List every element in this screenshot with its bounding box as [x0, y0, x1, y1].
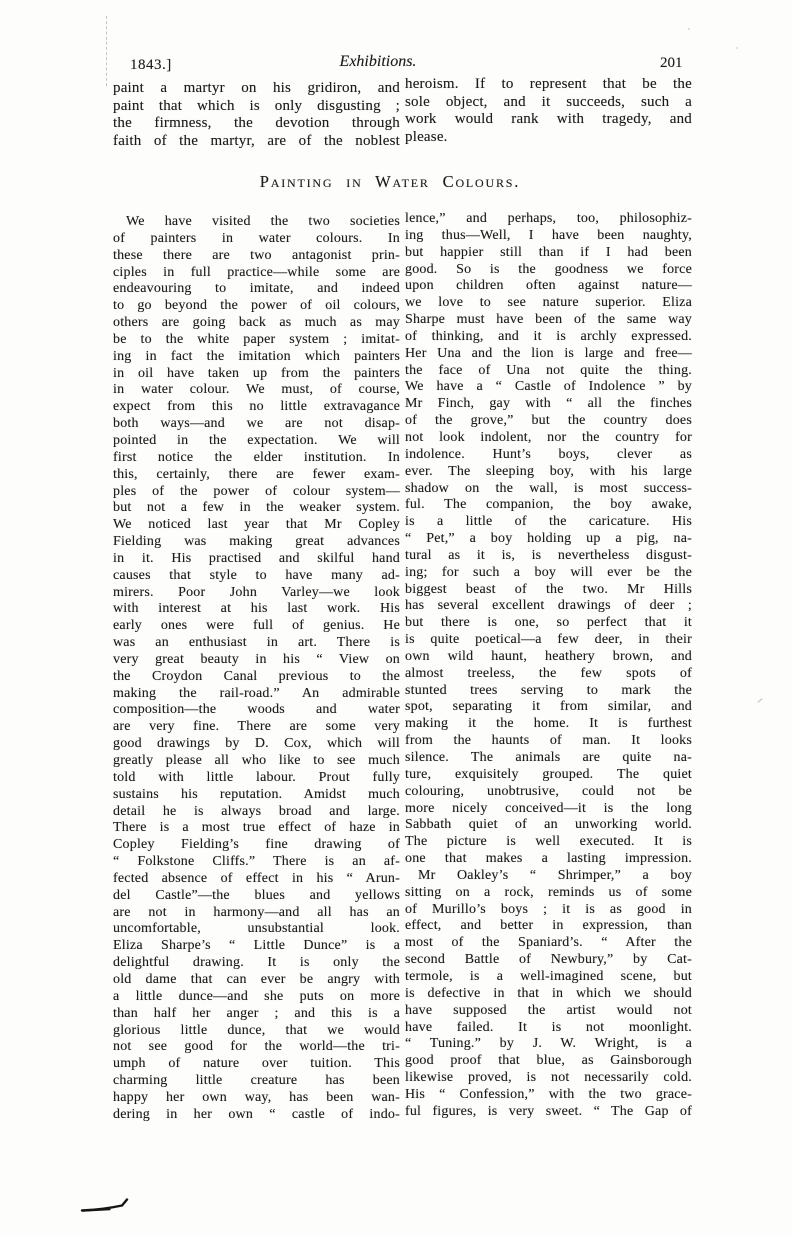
text-line: paint that which is only disgusting ; — [113, 97, 400, 114]
text-line: charming little creature has been — [113, 1073, 400, 1089]
top-right-column — [405, 76, 692, 146]
text-line: Her Una and the lion is large and free— — [405, 345, 692, 361]
text-line: be to the white paper system ; imitat- — [113, 331, 400, 347]
fold-line-artifact — [106, 16, 107, 86]
text-line: making the rail-road.” An admirable — [113, 685, 400, 701]
text-line: glorious little dunce, that we would — [113, 1022, 400, 1038]
text-line: Sharpe must have been of the same way — [405, 312, 692, 328]
text-line: His “ Confession,” with the two grace- — [405, 1086, 692, 1102]
text-line: early ones were full of genius. He — [113, 618, 400, 634]
text-line: colouring, unobtrusive, could not be — [405, 783, 692, 799]
text-line: happy her own way, has been wan- — [113, 1089, 400, 1105]
text-line: Fielding was making great advances — [113, 534, 400, 550]
text-line: mirers. Poor John Varley—we look — [113, 584, 400, 600]
text-line: the Croydon Canal previous to the — [113, 668, 400, 684]
text-line: Mr Finch, gay with “ all the finches — [405, 396, 692, 412]
section-heading: Painting in Water Colours. — [259, 172, 521, 191]
text-line: please. — [405, 128, 448, 145]
text-line: in oil have taken up from the painters — [113, 365, 400, 381]
pen-stroke-artifact — [80, 1198, 132, 1214]
text-line: effect, and better in expression, than — [405, 918, 692, 934]
text-line: termole, is a well-imagined scene, but — [405, 968, 692, 984]
text-line: told with little labour. Prout fully — [113, 769, 400, 785]
text-line: faith of the martyr, are of the noblest — [113, 132, 400, 149]
speck-artifact — [688, 28, 690, 30]
text-line: second Battle of Newbury,” by Cat- — [405, 952, 692, 968]
text-line: first notice the elder institution. In — [113, 449, 400, 465]
text-line: ciples in full practice—while some are — [113, 264, 400, 280]
text-line: lence,” and perhaps, too, philosophiz- — [405, 211, 692, 226]
text-line: good proof that blue, as Gainsborough — [405, 1053, 692, 1069]
text-line: old dame that can ever be angry with — [113, 971, 400, 987]
text-line: paint a martyr on his gridiron, and — [113, 80, 400, 96]
text-line: with interest at his last work. His — [113, 601, 400, 617]
text-line: has several excellent drawings of deer ; — [405, 598, 692, 614]
text-line: these there are two antagonist prin- — [113, 247, 400, 263]
text-line: from the haunts of man. It looks — [405, 733, 692, 749]
text-line: tural as it is, is nevertheless disgust- — [405, 547, 692, 563]
text-line: umph of nature over tuition. This — [113, 1056, 400, 1072]
body-left-column — [113, 214, 400, 1124]
text-line: ing thus—Well, I have been naughty, — [405, 227, 692, 243]
text-line: sustains his reputation. Amidst much — [113, 786, 400, 802]
top-left-column — [113, 80, 400, 150]
text-line: “ Tuning.” by J. W. Wright, is a — [405, 1036, 692, 1052]
text-line: detail he is always broad and large. — [113, 803, 400, 819]
text-line: endeavouring to imitate, and indeed — [113, 281, 400, 297]
text-line: We noticed last year that Mr Copley — [113, 517, 400, 533]
text-line: Mr Oakley’s “ Shrimper,” a boy — [418, 867, 692, 883]
text-line: in it. His practised and skilful hand — [113, 550, 400, 566]
text-line: good drawings by D. Cox, which will — [113, 736, 400, 752]
text-line: The picture is well executed. It is — [405, 834, 692, 850]
text-line: ing; for such a boy will ever be the — [405, 564, 692, 580]
text-line: ful. The companion, the boy awake, — [405, 497, 692, 513]
text-line: own wild haunt, heathery brown, and — [405, 648, 692, 664]
text-line: one that makes a lasting impression. — [405, 851, 692, 867]
text-line: are very fine. There are some very — [113, 719, 400, 735]
text-line: Copley Fielding’s fine drawing of — [113, 837, 400, 853]
body-right-column — [405, 211, 692, 1121]
text-line: this, certainly, there are fewer exam- — [113, 466, 400, 482]
text-line: “ Pet,” a boy holding up a pig, na- — [405, 531, 692, 547]
text-line: of Murillo’s boys ; it is as good in — [405, 901, 692, 917]
text-line: making it the home. It is furthest — [405, 716, 692, 732]
text-line: not look indolent, nor the country for — [405, 429, 692, 445]
text-line: the firmness, the devotion through — [113, 115, 400, 132]
text-line: a little dunce—and she puts on more — [113, 988, 400, 1004]
text-line: heroism. If to represent that be the — [405, 76, 692, 92]
page-number: 201 — [660, 55, 683, 71]
text-line: to go beyond the power of oil colours, — [113, 298, 400, 314]
text-line: than half her anger ; and this is a — [113, 1005, 400, 1021]
text-line: more nicely conceived—it is the long — [405, 800, 692, 816]
text-line: ture, exquisitely grouped. The quiet — [405, 766, 692, 782]
text-line: upon children often against nature— — [405, 278, 692, 294]
text-line: ful figures, is very sweet. “ The Gap of — [405, 1103, 692, 1119]
text-line: ing in fact the imitation which painters — [113, 348, 400, 364]
text-line: is quite poetical—a few deer, in their — [405, 632, 692, 648]
text-line: fected absence of effect in his “ Arun- — [113, 870, 400, 886]
text-line: del Castle”—the blues and yellows — [113, 887, 400, 903]
text-line: composition—the woods and water — [113, 702, 400, 718]
text-line: ever. The sleeping boy, with his large — [405, 463, 692, 479]
text-line: both ways—and we are not disap- — [113, 416, 400, 432]
text-line: others are going back as much as may — [113, 315, 400, 331]
text-line: is a little of the caricature. His — [405, 514, 692, 530]
text-line: sitting on a rock, reminds us of some — [405, 884, 692, 900]
text-line: shadow on the wall, is most success- — [405, 480, 692, 496]
text-line: not see good for the world—the tri- — [113, 1039, 400, 1055]
text-line: have failed. It is not moonlight. — [405, 1019, 692, 1035]
header-date: 1843.] — [130, 57, 172, 73]
margin-tick-artifact — [757, 698, 762, 703]
text-line: “ Folkstone Cliffs.” There is an af- — [113, 854, 400, 870]
text-line: is defective in that in which we should — [405, 985, 692, 1001]
text-line: Sabbath quiet of an unworking world. — [405, 817, 692, 833]
text-line: causes that style to have many ad- — [113, 567, 400, 583]
text-line: the face of Una not quite the thing. — [405, 362, 692, 378]
text-line: likewise proved, is not necessarily cold. — [405, 1070, 692, 1086]
text-line: almost treeless, the few spots of — [405, 665, 692, 681]
text-line: Eliza Sharpe’s “ Little Dunce” is a — [113, 938, 400, 954]
text-line: uncomfortable, unsubstantial look. — [113, 921, 400, 937]
text-line: biggest beast of the two. Mr Hills — [405, 581, 692, 597]
text-line: sole object, and it succeeds, such a — [405, 93, 692, 110]
text-line: of thinking, and it is archly expressed. — [405, 328, 692, 344]
text-line: pointed in the expectation. We will — [113, 432, 400, 448]
text-line: good. So is the goodness we force — [405, 261, 692, 277]
text-line: are not in harmony—and all has an — [113, 904, 400, 920]
text-line: work would rank with tragedy, and — [405, 111, 692, 128]
text-line: stunted trees serving to mark the — [405, 682, 692, 698]
text-line: greatly please all who like to see much — [113, 753, 400, 768]
text-line: expect from this no little extravagance — [113, 399, 400, 415]
text-line: We have visited the two societies — [126, 214, 400, 229]
running-title: Exhibitions. — [339, 53, 417, 70]
text-line: of the grove,” but the country does — [405, 413, 692, 429]
text-line: There is a most true effect of haze in — [113, 820, 400, 836]
text-line: have supposed the artist would not — [405, 1002, 692, 1018]
text-line: of painters in water colours. In — [113, 230, 400, 246]
text-line: but there is one, so perfect that it — [405, 615, 692, 631]
text-line: ples of the power of colour system— — [113, 483, 400, 499]
text-line: in water colour. We must, of course, — [113, 382, 400, 398]
text-line: We have a “ Castle of Indolence ” by — [405, 379, 692, 395]
text-line: most of the Spaniard’s. “ After the — [405, 935, 692, 951]
text-line: but not a few in the weaker system. — [113, 500, 400, 516]
text-line: spot, separating it from similar, and — [405, 699, 692, 715]
text-line: we love to see nature superior. Eliza — [405, 295, 692, 311]
text-line: but happier still than if I had been — [405, 244, 692, 260]
text-line: was an enthusiast in art. There is — [113, 635, 400, 651]
text-line: silence. The animals are quite na- — [405, 750, 692, 765]
text-line: very great beauty in his “ View on — [113, 651, 400, 667]
text-line: delightful drawing. It is only the — [113, 955, 400, 971]
speck-artifact — [736, 47, 738, 49]
text-line: indolence. Hunt’s boys, clever as — [405, 446, 692, 462]
text-line: dering in her own “ castle of indo- — [113, 1106, 400, 1122]
